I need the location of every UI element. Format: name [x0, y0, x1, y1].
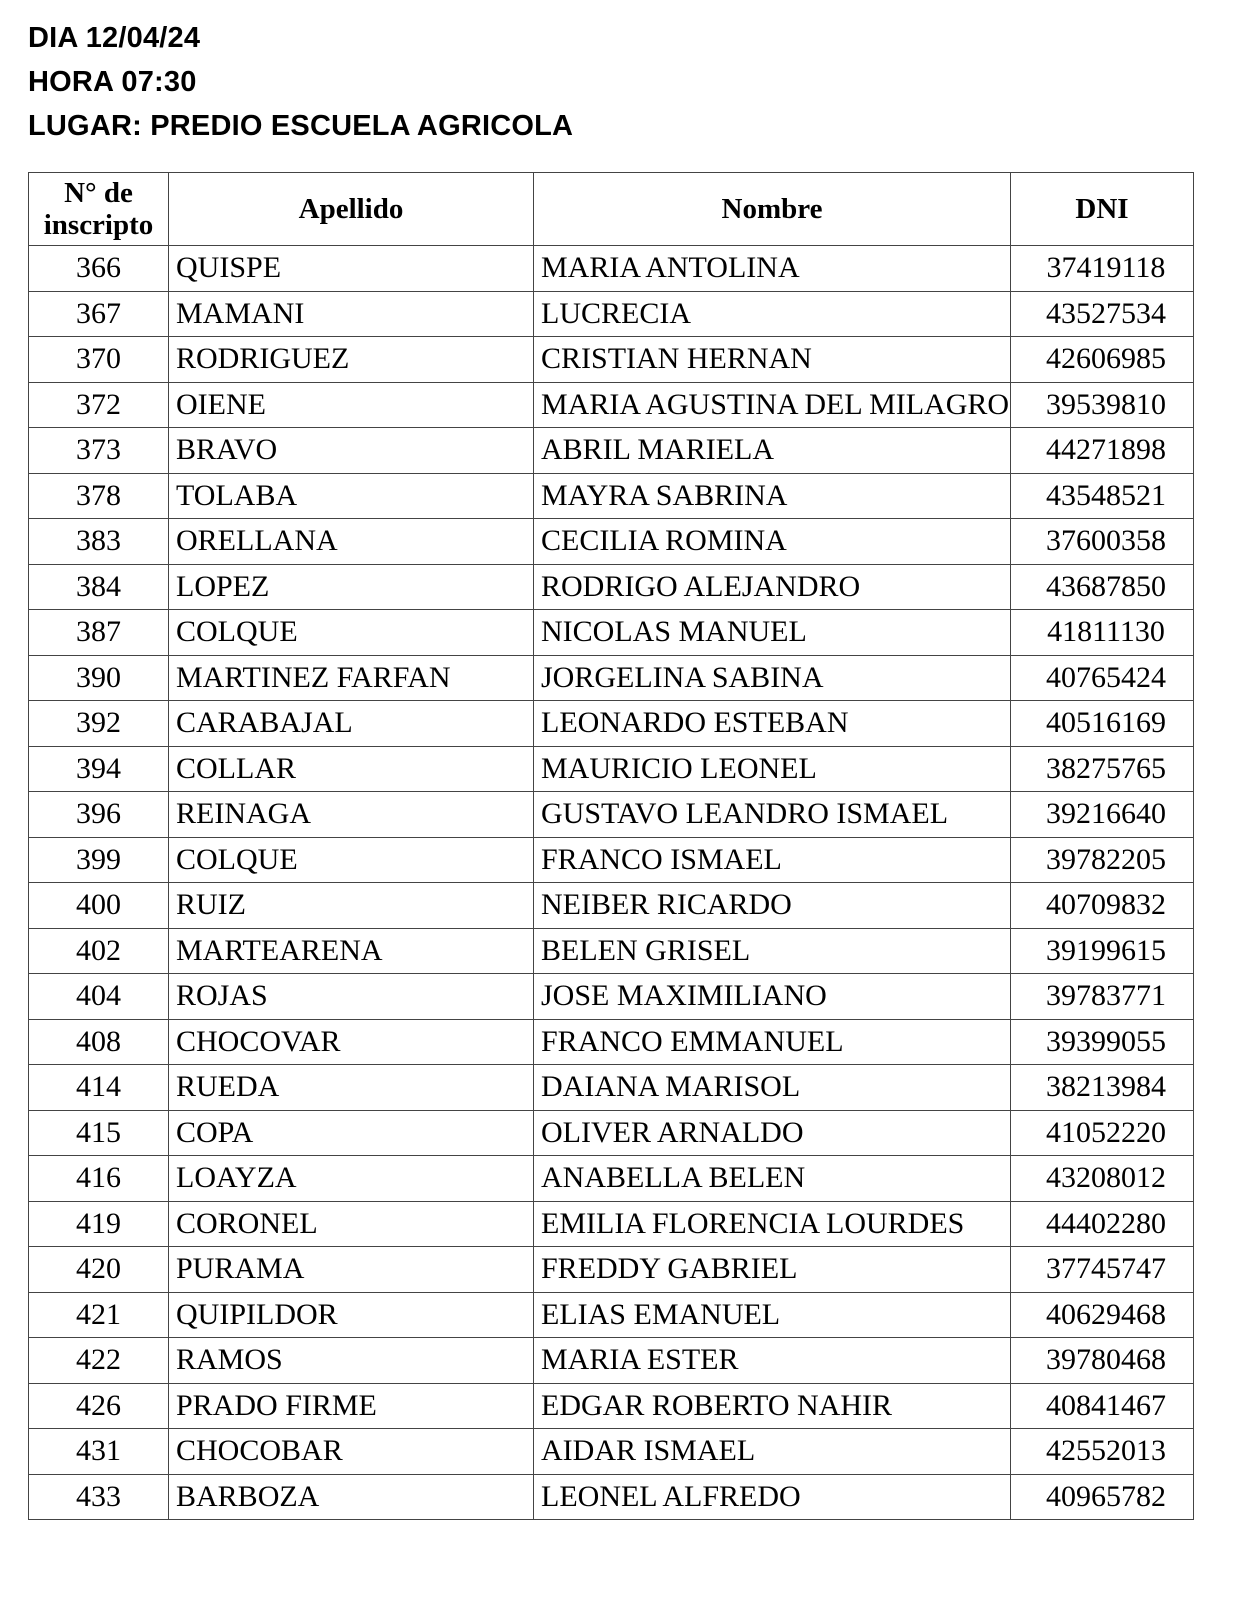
column-header-number-line1: N° de	[64, 177, 133, 209]
table-row	[29, 610, 1194, 656]
table-row	[29, 382, 1194, 428]
table-row	[29, 655, 1194, 701]
cell-nombre: NEIBER RICARDO	[534, 883, 1011, 929]
cell-dni: 37419118	[1011, 246, 1194, 292]
table-row	[29, 792, 1194, 838]
table-row	[29, 1383, 1194, 1429]
document-header	[28, 16, 573, 148]
cell-dni: 39783771	[1011, 974, 1194, 1020]
cell-apellido: RAMOS	[169, 1338, 534, 1384]
cell-nombre: BELEN GRISEL	[534, 928, 1011, 974]
cell-dni: 43208012	[1011, 1156, 1194, 1202]
cell-dni: 43687850	[1011, 564, 1194, 610]
cell-number: 414	[29, 1065, 169, 1111]
table-row	[29, 1247, 1194, 1293]
table-row	[29, 701, 1194, 747]
cell-number: 394	[29, 746, 169, 792]
table-row	[29, 1156, 1194, 1202]
cell-dni: 38275765	[1011, 746, 1194, 792]
cell-dni: 40516169	[1011, 701, 1194, 747]
cell-dni: 40965782	[1011, 1474, 1194, 1520]
cell-nombre: EDGAR ROBERTO NAHIR	[534, 1383, 1011, 1429]
cell-number: 392	[29, 701, 169, 747]
cell-nombre: ANABELLA BELEN	[534, 1156, 1011, 1202]
table-row	[29, 746, 1194, 792]
table-row	[29, 1338, 1194, 1384]
cell-dni: 39780468	[1011, 1338, 1194, 1384]
cell-apellido: LOAYZA	[169, 1156, 534, 1202]
table-row	[29, 1065, 1194, 1111]
cell-number: 367	[29, 291, 169, 337]
cell-apellido: RUEDA	[169, 1065, 534, 1111]
cell-number: 419	[29, 1201, 169, 1247]
cell-nombre: MARIA AGUSTINA DEL MILAGRO	[534, 382, 1011, 428]
cell-dni: 39216640	[1011, 792, 1194, 838]
cell-dni: 40709832	[1011, 883, 1194, 929]
table-row	[29, 337, 1194, 383]
cell-nombre: FRANCO EMMANUEL	[534, 1019, 1011, 1065]
cell-number: 390	[29, 655, 169, 701]
cell-number: 421	[29, 1292, 169, 1338]
cell-dni: 37745747	[1011, 1247, 1194, 1293]
cell-dni: 43548521	[1011, 473, 1194, 519]
cell-number: 384	[29, 564, 169, 610]
cell-number: 383	[29, 519, 169, 565]
location-line: LUGAR: PREDIO ESCUELA AGRICOLA	[28, 110, 574, 142]
cell-apellido: CORONEL	[169, 1201, 534, 1247]
cell-dni: 38213984	[1011, 1065, 1194, 1111]
cell-apellido: QUIPILDOR	[169, 1292, 534, 1338]
column-header-nombre: Nombre	[534, 173, 1011, 246]
table-row	[29, 1429, 1194, 1475]
cell-number: 422	[29, 1338, 169, 1384]
table-row	[29, 519, 1194, 565]
registrants-table	[28, 172, 1194, 1520]
column-header-apellido: Apellido	[169, 173, 534, 246]
cell-number: 402	[29, 928, 169, 974]
cell-nombre: ELIAS EMANUEL	[534, 1292, 1011, 1338]
cell-apellido: BARBOZA	[169, 1474, 534, 1520]
cell-number: 408	[29, 1019, 169, 1065]
cell-dni: 40841467	[1011, 1383, 1194, 1429]
cell-dni: 42606985	[1011, 337, 1194, 383]
table-row	[29, 1292, 1194, 1338]
table-row	[29, 291, 1194, 337]
cell-dni: 39539810	[1011, 382, 1194, 428]
header-row	[29, 173, 1194, 246]
cell-number: 400	[29, 883, 169, 929]
cell-number: 373	[29, 428, 169, 474]
table-row	[29, 1201, 1194, 1247]
cell-number: 366	[29, 246, 169, 292]
table-row	[29, 564, 1194, 610]
cell-nombre: CRISTIAN HERNAN	[534, 337, 1011, 383]
column-header-number-line2: inscripto	[43, 209, 154, 241]
date-line: DIA 12/04/24	[28, 22, 201, 54]
cell-apellido: MAMANI	[169, 291, 534, 337]
cell-number: 399	[29, 837, 169, 883]
cell-apellido: COLLAR	[169, 746, 534, 792]
table-row	[29, 928, 1194, 974]
cell-dni: 44402280	[1011, 1201, 1194, 1247]
cell-number: 431	[29, 1429, 169, 1475]
cell-nombre: RODRIGO ALEJANDRO	[534, 564, 1011, 610]
cell-number: 370	[29, 337, 169, 383]
cell-dni: 40629468	[1011, 1292, 1194, 1338]
cell-apellido: REINAGA	[169, 792, 534, 838]
cell-number: 416	[29, 1156, 169, 1202]
cell-apellido: PURAMA	[169, 1247, 534, 1293]
cell-number: 420	[29, 1247, 169, 1293]
table-row	[29, 428, 1194, 474]
cell-nombre: JOSE MAXIMILIANO	[534, 974, 1011, 1020]
cell-nombre: DAIANA MARISOL	[534, 1065, 1011, 1111]
table-row	[29, 883, 1194, 929]
cell-nombre: JORGELINA SABINA	[534, 655, 1011, 701]
cell-apellido: CHOCOVAR	[169, 1019, 534, 1065]
cell-nombre: FRANCO ISMAEL	[534, 837, 1011, 883]
table-row	[29, 473, 1194, 519]
cell-apellido: BRAVO	[169, 428, 534, 474]
table-row	[29, 837, 1194, 883]
cell-number: 404	[29, 974, 169, 1020]
cell-dni: 39199615	[1011, 928, 1194, 974]
cell-dni: 39399055	[1011, 1019, 1194, 1065]
cell-apellido: CHOCOBAR	[169, 1429, 534, 1475]
table-body	[29, 246, 1194, 1520]
cell-apellido: ROJAS	[169, 974, 534, 1020]
table-header	[29, 173, 1194, 246]
cell-dni: 39782205	[1011, 837, 1194, 883]
cell-nombre: MAYRA SABRINA	[534, 473, 1011, 519]
cell-dni: 43527534	[1011, 291, 1194, 337]
table-row	[29, 1110, 1194, 1156]
cell-nombre: MARIA ESTER	[534, 1338, 1011, 1384]
cell-number: 396	[29, 792, 169, 838]
cell-apellido: COPA	[169, 1110, 534, 1156]
table-row	[29, 1474, 1194, 1520]
cell-apellido: MARTEARENA	[169, 928, 534, 974]
table-row	[29, 974, 1194, 1020]
cell-apellido: ORELLANA	[169, 519, 534, 565]
cell-dni: 41811130	[1011, 610, 1194, 656]
cell-apellido: CARABAJAL	[169, 701, 534, 747]
cell-dni: 40765424	[1011, 655, 1194, 701]
cell-apellido: LOPEZ	[169, 564, 534, 610]
column-header-dni: DNI	[1011, 173, 1194, 246]
cell-nombre: LEONEL ALFREDO	[534, 1474, 1011, 1520]
cell-nombre: EMILIA FLORENCIA LOURDES	[534, 1201, 1011, 1247]
cell-dni: 44271898	[1011, 428, 1194, 474]
cell-nombre: GUSTAVO LEANDRO ISMAEL	[534, 792, 1011, 838]
cell-nombre: MAURICIO LEONEL	[534, 746, 1011, 792]
cell-apellido: RODRIGUEZ	[169, 337, 534, 383]
table-row	[29, 246, 1194, 292]
cell-nombre: CECILIA ROMINA	[534, 519, 1011, 565]
cell-number: 378	[29, 473, 169, 519]
cell-dni: 41052220	[1011, 1110, 1194, 1156]
cell-number: 372	[29, 382, 169, 428]
cell-nombre: OLIVER ARNALDO	[534, 1110, 1011, 1156]
cell-number: 415	[29, 1110, 169, 1156]
cell-apellido: COLQUE	[169, 610, 534, 656]
cell-apellido: TOLABA	[169, 473, 534, 519]
cell-dni: 37600358	[1011, 519, 1194, 565]
cell-nombre: NICOLAS MANUEL	[534, 610, 1011, 656]
cell-nombre: LUCRECIA	[534, 291, 1011, 337]
table-row	[29, 1019, 1194, 1065]
cell-apellido: QUISPE	[169, 246, 534, 292]
cell-apellido: OIENE	[169, 382, 534, 428]
cell-nombre: FREDDY GABRIEL	[534, 1247, 1011, 1293]
cell-apellido: PRADO FIRME	[169, 1383, 534, 1429]
cell-apellido: MARTINEZ FARFAN	[169, 655, 534, 701]
time-line: HORA 07:30	[28, 66, 197, 98]
cell-nombre: MARIA ANTOLINA	[534, 246, 1011, 292]
cell-dni: 42552013	[1011, 1429, 1194, 1475]
cell-nombre: LEONARDO ESTEBAN	[534, 701, 1011, 747]
cell-nombre: ABRIL MARIELA	[534, 428, 1011, 474]
cell-apellido: RUIZ	[169, 883, 534, 929]
cell-number: 433	[29, 1474, 169, 1520]
cell-number: 387	[29, 610, 169, 656]
cell-number: 426	[29, 1383, 169, 1429]
cell-apellido: COLQUE	[169, 837, 534, 883]
column-header-number	[29, 173, 169, 246]
cell-nombre: AIDAR ISMAEL	[534, 1429, 1011, 1475]
